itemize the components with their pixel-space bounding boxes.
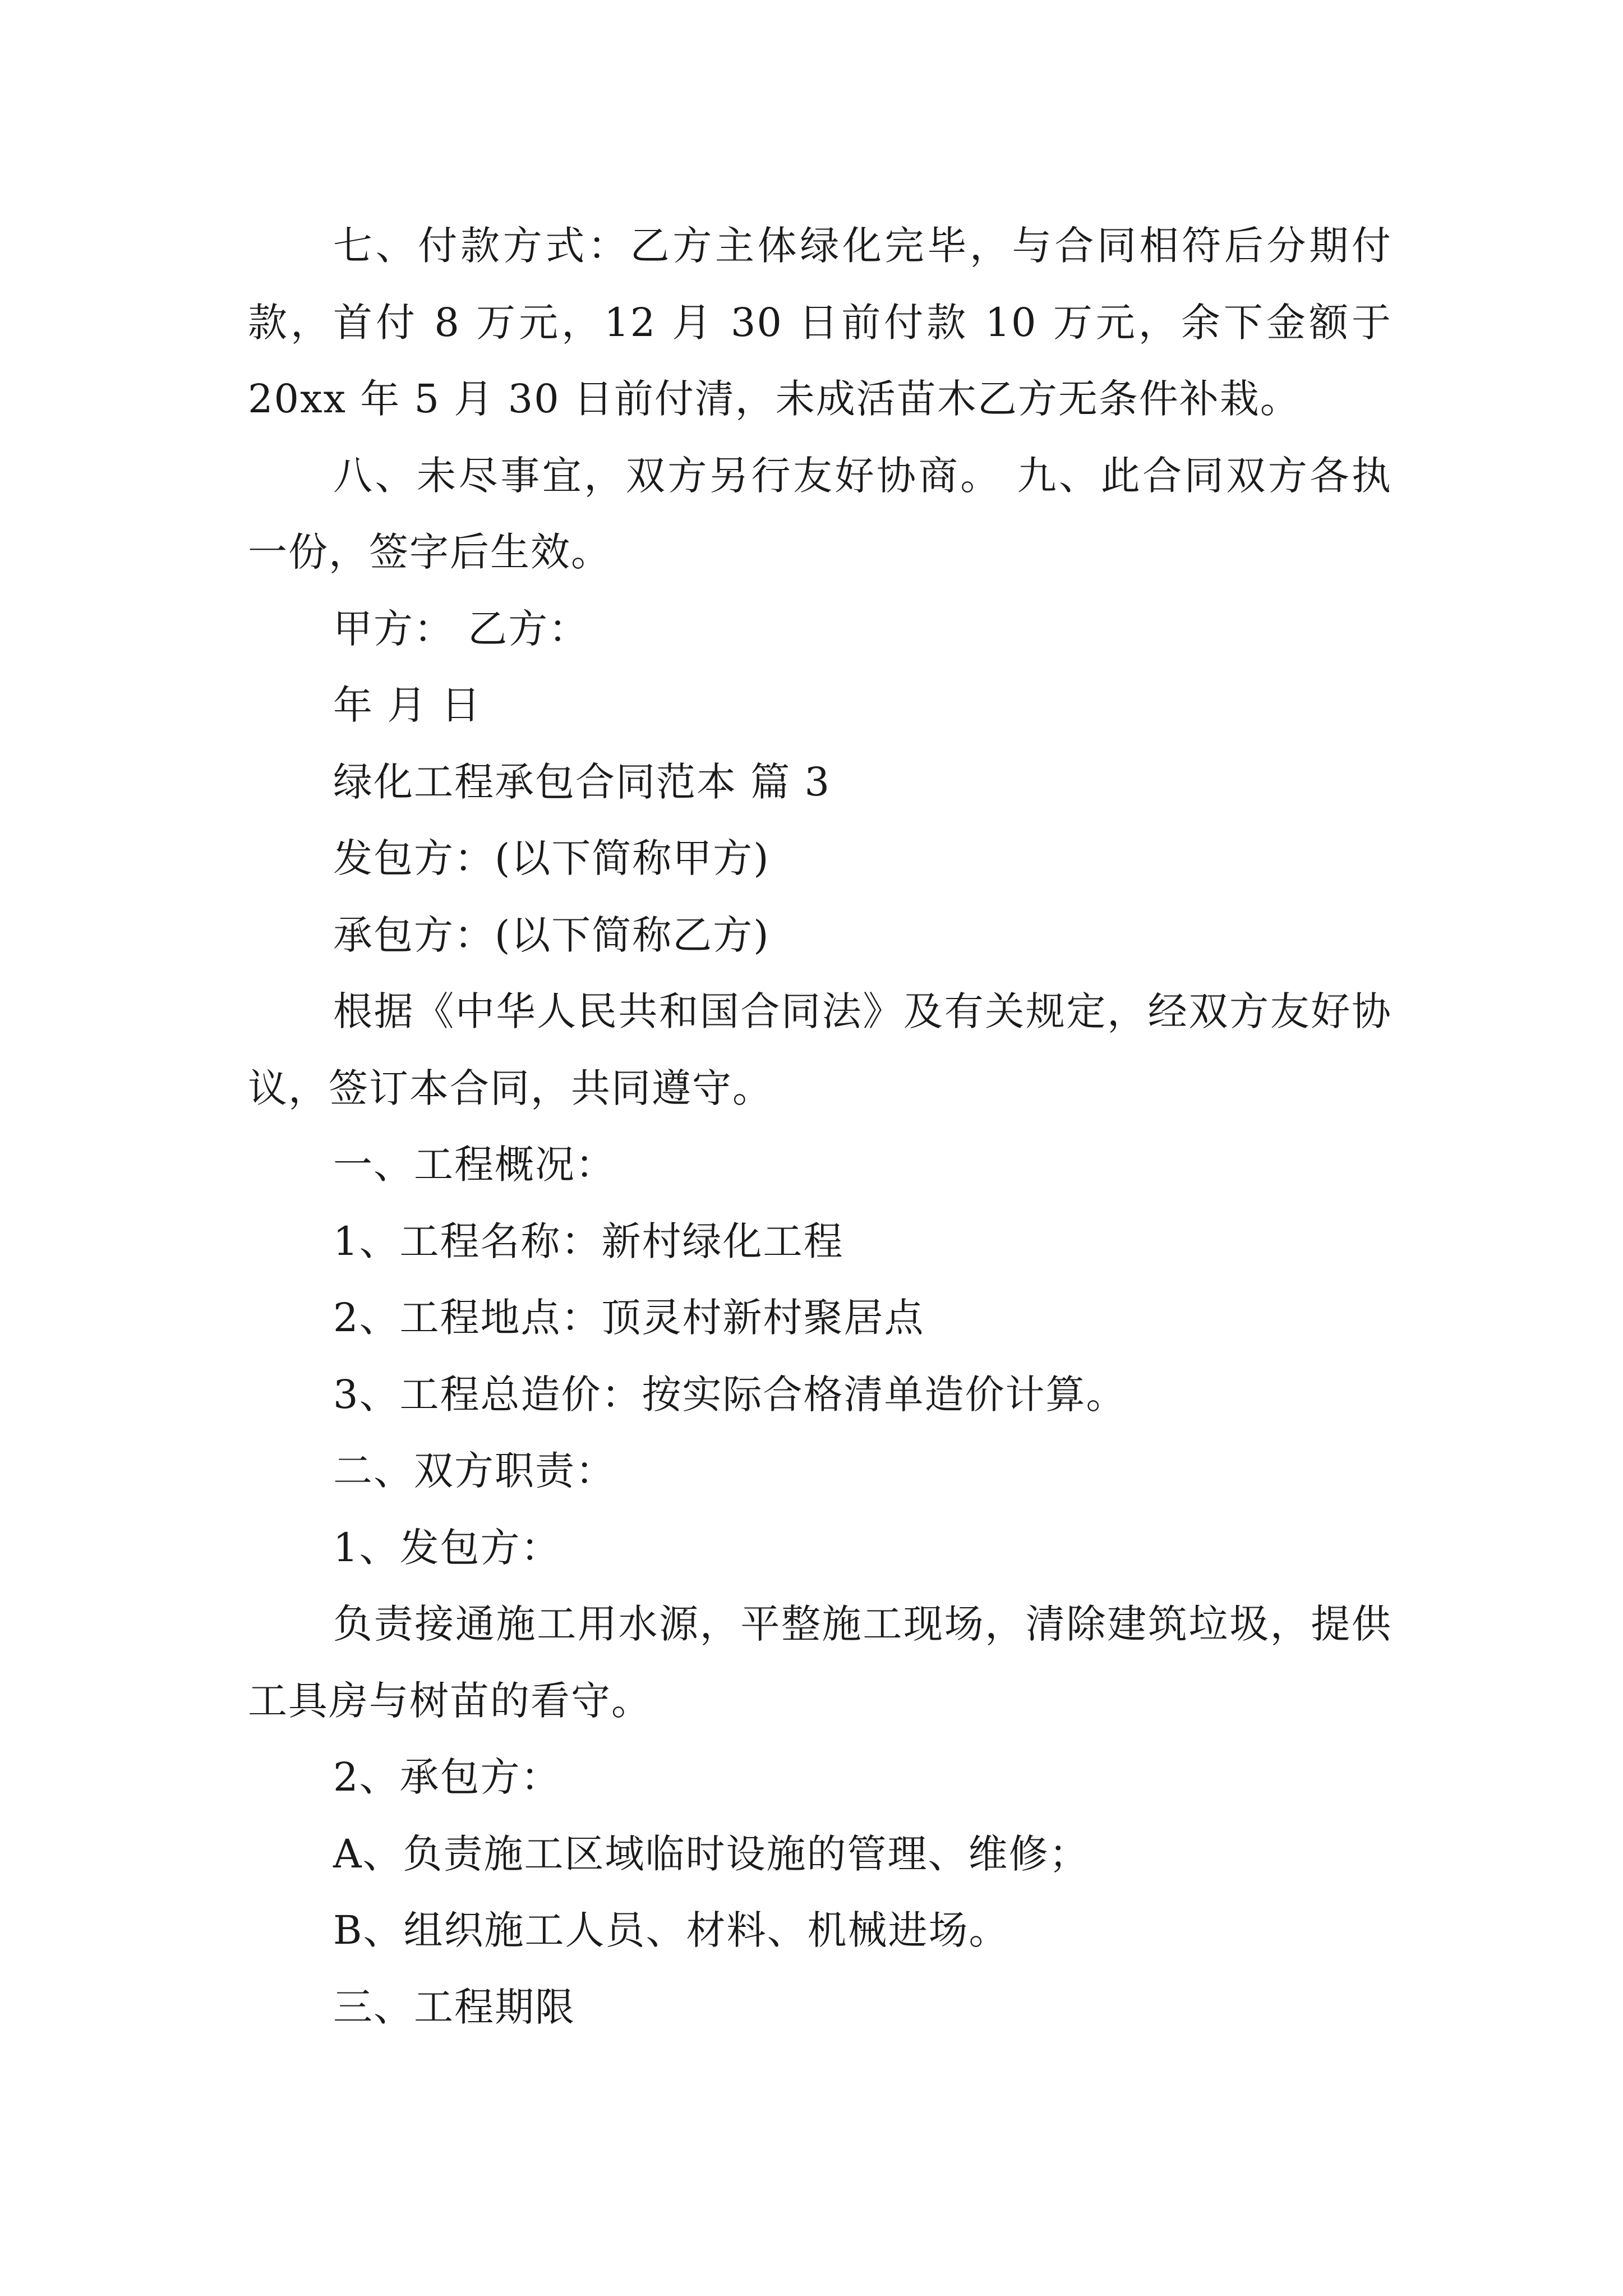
signature-parties-line: 甲方： 乙方： (333, 605, 589, 652)
contractor-duty-heading: 2、承包方： (333, 1754, 561, 1800)
project-location-item: 2、工程地点：顶灵村新村聚居点 (333, 1295, 925, 1341)
other-matters-paragraph: 八、未尽事宜，双方另行友好协商。 九、此合同双方各执一份，签字后生效。 (248, 452, 1392, 575)
heading-project-overview: 一、工程概况： (333, 1142, 616, 1188)
heading-responsibilities: 二、双方职责： (333, 1448, 616, 1494)
project-name-item: 1、工程名称：新村绿化工程 (333, 1218, 844, 1264)
employer-duty-paragraph: 负责接通施工用水源，平整施工现场，清除建筑垃圾，提供工具房与树苗的看守。 (248, 1601, 1392, 1724)
contractor-duty-item-a: A、负责施工区域临时设施的管理、维修； (333, 1830, 1090, 1877)
payment-terms-paragraph: 七、付款方式：乙方主体绿化完毕，与合同相符后分期付款，首付 8 万元，12 月 30 日前付款 10 万元，余下金额于 20xx 年 5 月 30 日前付清，未成活苗木乙方无条件补栽。 (248, 223, 1392, 422)
document-body (248, 208, 1392, 2045)
heading-project-period: 三、工程期限 (333, 1984, 575, 2030)
preamble-paragraph: 根据《中华人民共和国合同法》及有关规定，经双方友好协议，签订本合同，共同遵守。 (248, 988, 1392, 1111)
contractor-line: 承包方：(以下简称乙方) (333, 912, 770, 958)
employer-duty-heading: 1、发包方： (333, 1524, 561, 1571)
signature-date-line: 年 月 日 (333, 682, 482, 728)
employer-line: 发包方：(以下简称甲方) (333, 835, 770, 881)
section-title: 绿化工程承包合同范本 篇 3 (333, 758, 831, 805)
project-cost-item: 3、工程总造价：按实际合格清单造价计算。 (333, 1371, 1127, 1418)
contractor-duty-item-b: B、组织施工人员、材料、机械进场。 (333, 1907, 1009, 1953)
